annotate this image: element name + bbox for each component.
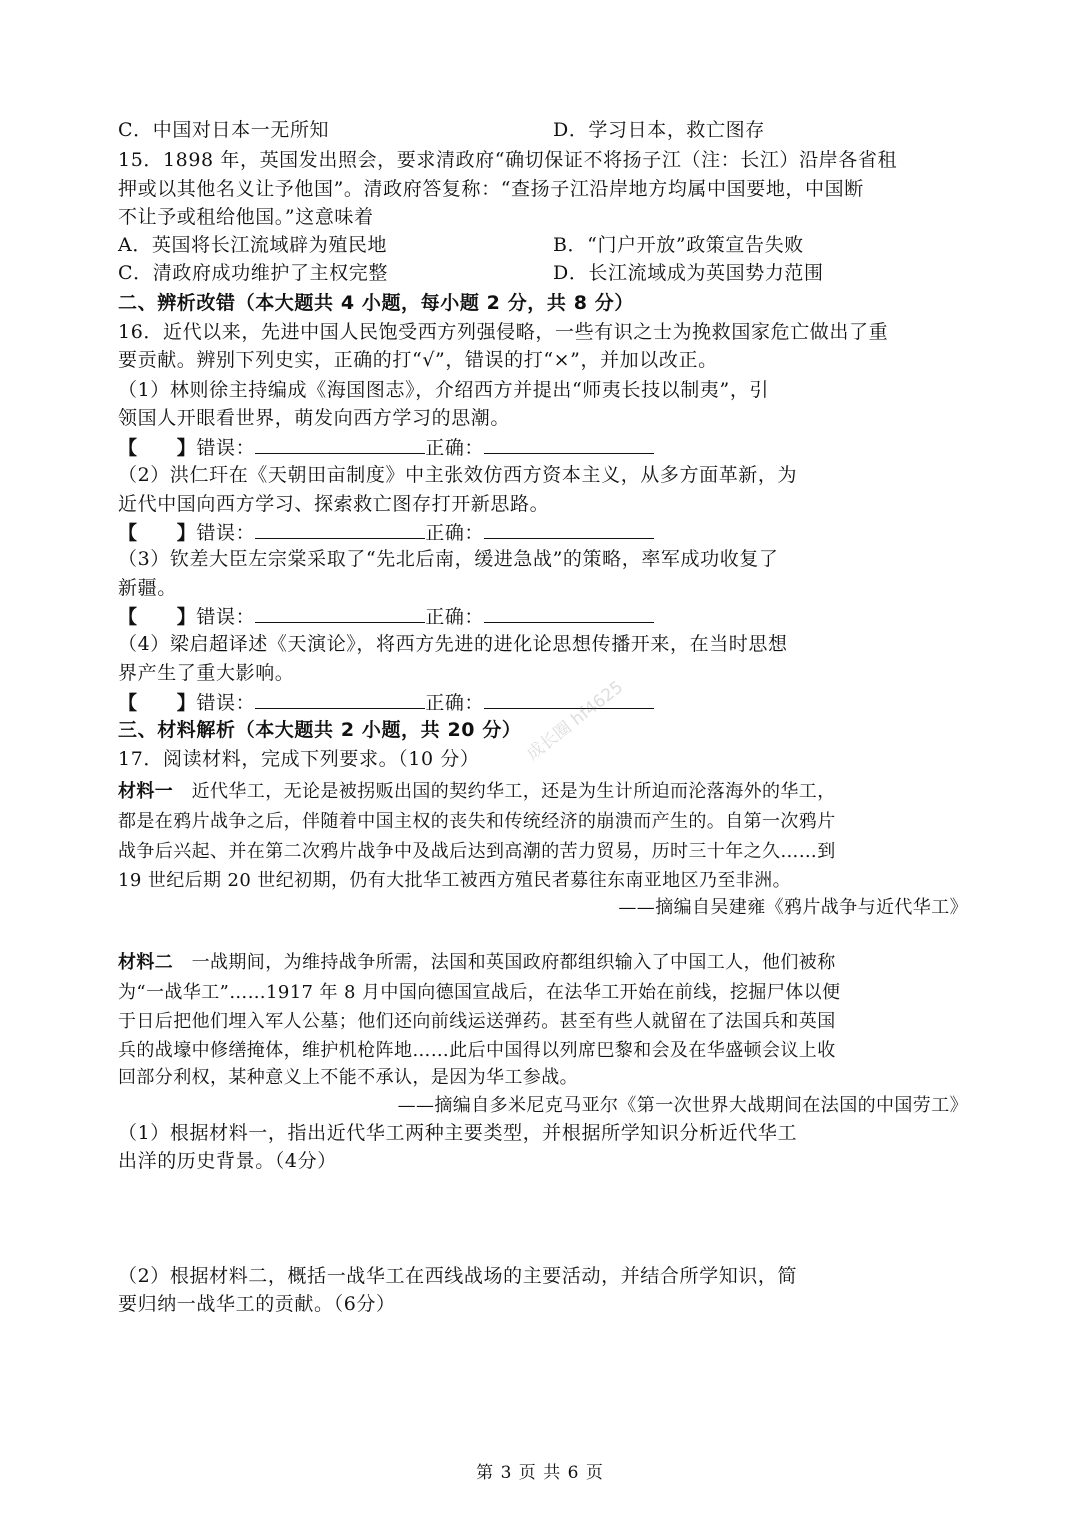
material-2-line: 回部分利权，某种意义上不能不承认，是因为华工参战。 [118,1067,578,1088]
material-2-line: 材料二 一战期间，为维持战争所需，法国和英国政府都组织输入了中国工人，他们被称 [118,952,836,973]
material-1-label: 材料一 [118,781,174,802]
page-number-footer: 第 3 页 共 6 页 [476,1463,604,1483]
q16-item-4-line: 界产生了重大影响。 [118,662,295,684]
q16-item-3-line: 新疆。 [118,577,177,599]
q16-item-3-answer [118,602,968,631]
right-label: 正确： [425,522,485,544]
right-blank[interactable] [484,602,654,623]
right-label: 正确： [425,437,485,459]
material-1-line: 19 世纪后期 20 世纪初期，仍有大批华工被西方殖民者募往东南亚地区乃至非洲。 [118,870,791,891]
material-2-line: 兵的战壕中修缮掩体，维护机枪阵地……此后中国得以列席巴黎和会及在华盛顿会议上收 [118,1040,836,1061]
material-1-line: 都是在鸦片战争之后，伴随着中国主权的丧失和传统经济的崩溃而产生的。自第一次鸦片 [118,811,836,832]
wrong-label: 错误： [196,522,256,544]
judgement-bracket[interactable]: 【 】 [118,692,197,714]
q17-stem: 17．阅读材料，完成下列要求。（10 分） [118,748,480,770]
q16-item-2-answer [118,518,968,547]
material-2-line: 为“一战华工”……1917 年 8 月中国向德国宣战后，在法华工开始在前线，挖掘尸体以便 [118,982,841,1003]
q15-stem-line: 不让予或租给他国。”这意味着 [118,206,374,228]
q16-item-1-line: 领国人开眼看世界，萌发向西方学习的思潮。 [118,407,511,429]
judgement-bracket[interactable]: 【 】 [118,437,197,459]
q14-options-row [118,116,968,144]
wrong-blank[interactable] [255,433,425,454]
q14-option-c: C．中国对日本一无所知 [118,119,330,141]
material-2-line: 于日后把他们埋入军人公墓；他们还向前线运送弹药。甚至有些人就留在了法国兵和英国 [118,1011,836,1032]
q16-item-3-line: （3）钦差大臣左宗棠采取了“先北后南，缓进急战”的策略，率军成功收复了 [118,548,779,570]
watermark: 成长圈 hf4625 [523,677,628,765]
q17-sub1-line: 出洋的历史背景。（4分） [118,1150,337,1172]
judgement-bracket[interactable]: 【 】 [118,606,197,628]
section-2-heading: 二、辨析改错（本大题共 4 小题，每小题 2 分，共 8 分） [118,292,634,314]
material-1-line: 材料一 近代华工，无论是被拐贩出国的契约华工，还是为生计所迫而沦落海外的华工， [118,781,836,802]
q16-item-4-line: （4）梁启超译述《天演论》，将西方先进的进化论思想传播开来，在当时思想 [118,633,788,655]
q16-item-2-line: （2）洪仁玕在《天朝田亩制度》中主张效仿西方资本主义，从多方面革新，为 [118,464,798,486]
q17-sub2-line: （2）根据材料二，概括一战华工在西线战场的主要活动，并结合所学知识，简 [118,1265,798,1287]
q16-stem-line: 16．近代以来，先进中国人民饱受西方列强侵略，一些有识之士为挽救国家危亡做出了重 [118,321,889,343]
right-blank[interactable] [484,518,654,539]
right-label: 正确： [425,606,485,628]
material-2-source: ——摘编自多米尼克马亚尔《第一次世界大战期间在法国的中国劳工》 [397,1095,968,1116]
q16-item-1-line: （1）林则徐主持编成《海国图志》，介绍西方并提出“师夷长技以制夷”，引 [118,379,770,401]
section-3-heading: 三、材料解析（本大题共 2 小题，共 20 分） [118,719,522,741]
material-1-line: 战争后兴起、并在第二次鸦片战争中及战后达到高潮的苦力贸易，历时三十年之久……到 [118,841,836,862]
wrong-blank[interactable] [255,518,425,539]
q15-stem-line: 押或以其他名义让予他国”。清政府答复称：“查扬子江沿岸地方均属中国要地，中国断 [118,178,864,200]
material-1-source: ——摘编自吴建雍《鸦片战争与近代华工》 [618,897,968,918]
q16-stem-line: 要贡献。辨别下列史实，正确的打“√”，错误的打“×”，并加以改正。 [118,349,718,371]
right-blank[interactable] [484,433,654,454]
q15-options-row [118,231,968,259]
q15-stem-line: 15．1898 年，英国发出照会，要求清政府“确切保证不将扬子江（注：长江）沿岸各省租 [118,149,898,171]
q15-option-d: D．长江流域成为英国势力范围 [553,262,824,284]
q17-sub1-line: （1）根据材料一，指出近代华工两种主要类型，并根据所学知识分析近代华工 [118,1122,798,1144]
wrong-blank[interactable] [255,688,425,709]
wrong-label: 错误： [196,692,256,714]
judgement-bracket[interactable]: 【 】 [118,522,197,544]
q15-option-c: C．清政府成功维护了主权完整 [118,262,388,284]
wrong-label: 错误： [196,606,256,628]
wrong-label: 错误： [196,437,256,459]
material-2-label: 材料二 [118,952,174,973]
q16-item-4-answer [118,688,968,717]
q15-option-a: A．英国将长江流域辟为殖民地 [118,234,388,256]
q16-item-2-line: 近代中国向西方学习、探索救亡图存打开新思路。 [118,493,550,515]
right-label: 正确： [425,692,485,714]
q17-sub2-line: 要归纳一战华工的贡献。（6分） [118,1293,396,1315]
q15-option-b: B．“门户开放”政策宣告失败 [553,234,804,256]
wrong-blank[interactable] [255,602,425,623]
q15-options-row [118,259,968,287]
q16-item-1-answer [118,433,968,462]
q14-option-d: D．学习日本，救亡图存 [553,119,765,141]
